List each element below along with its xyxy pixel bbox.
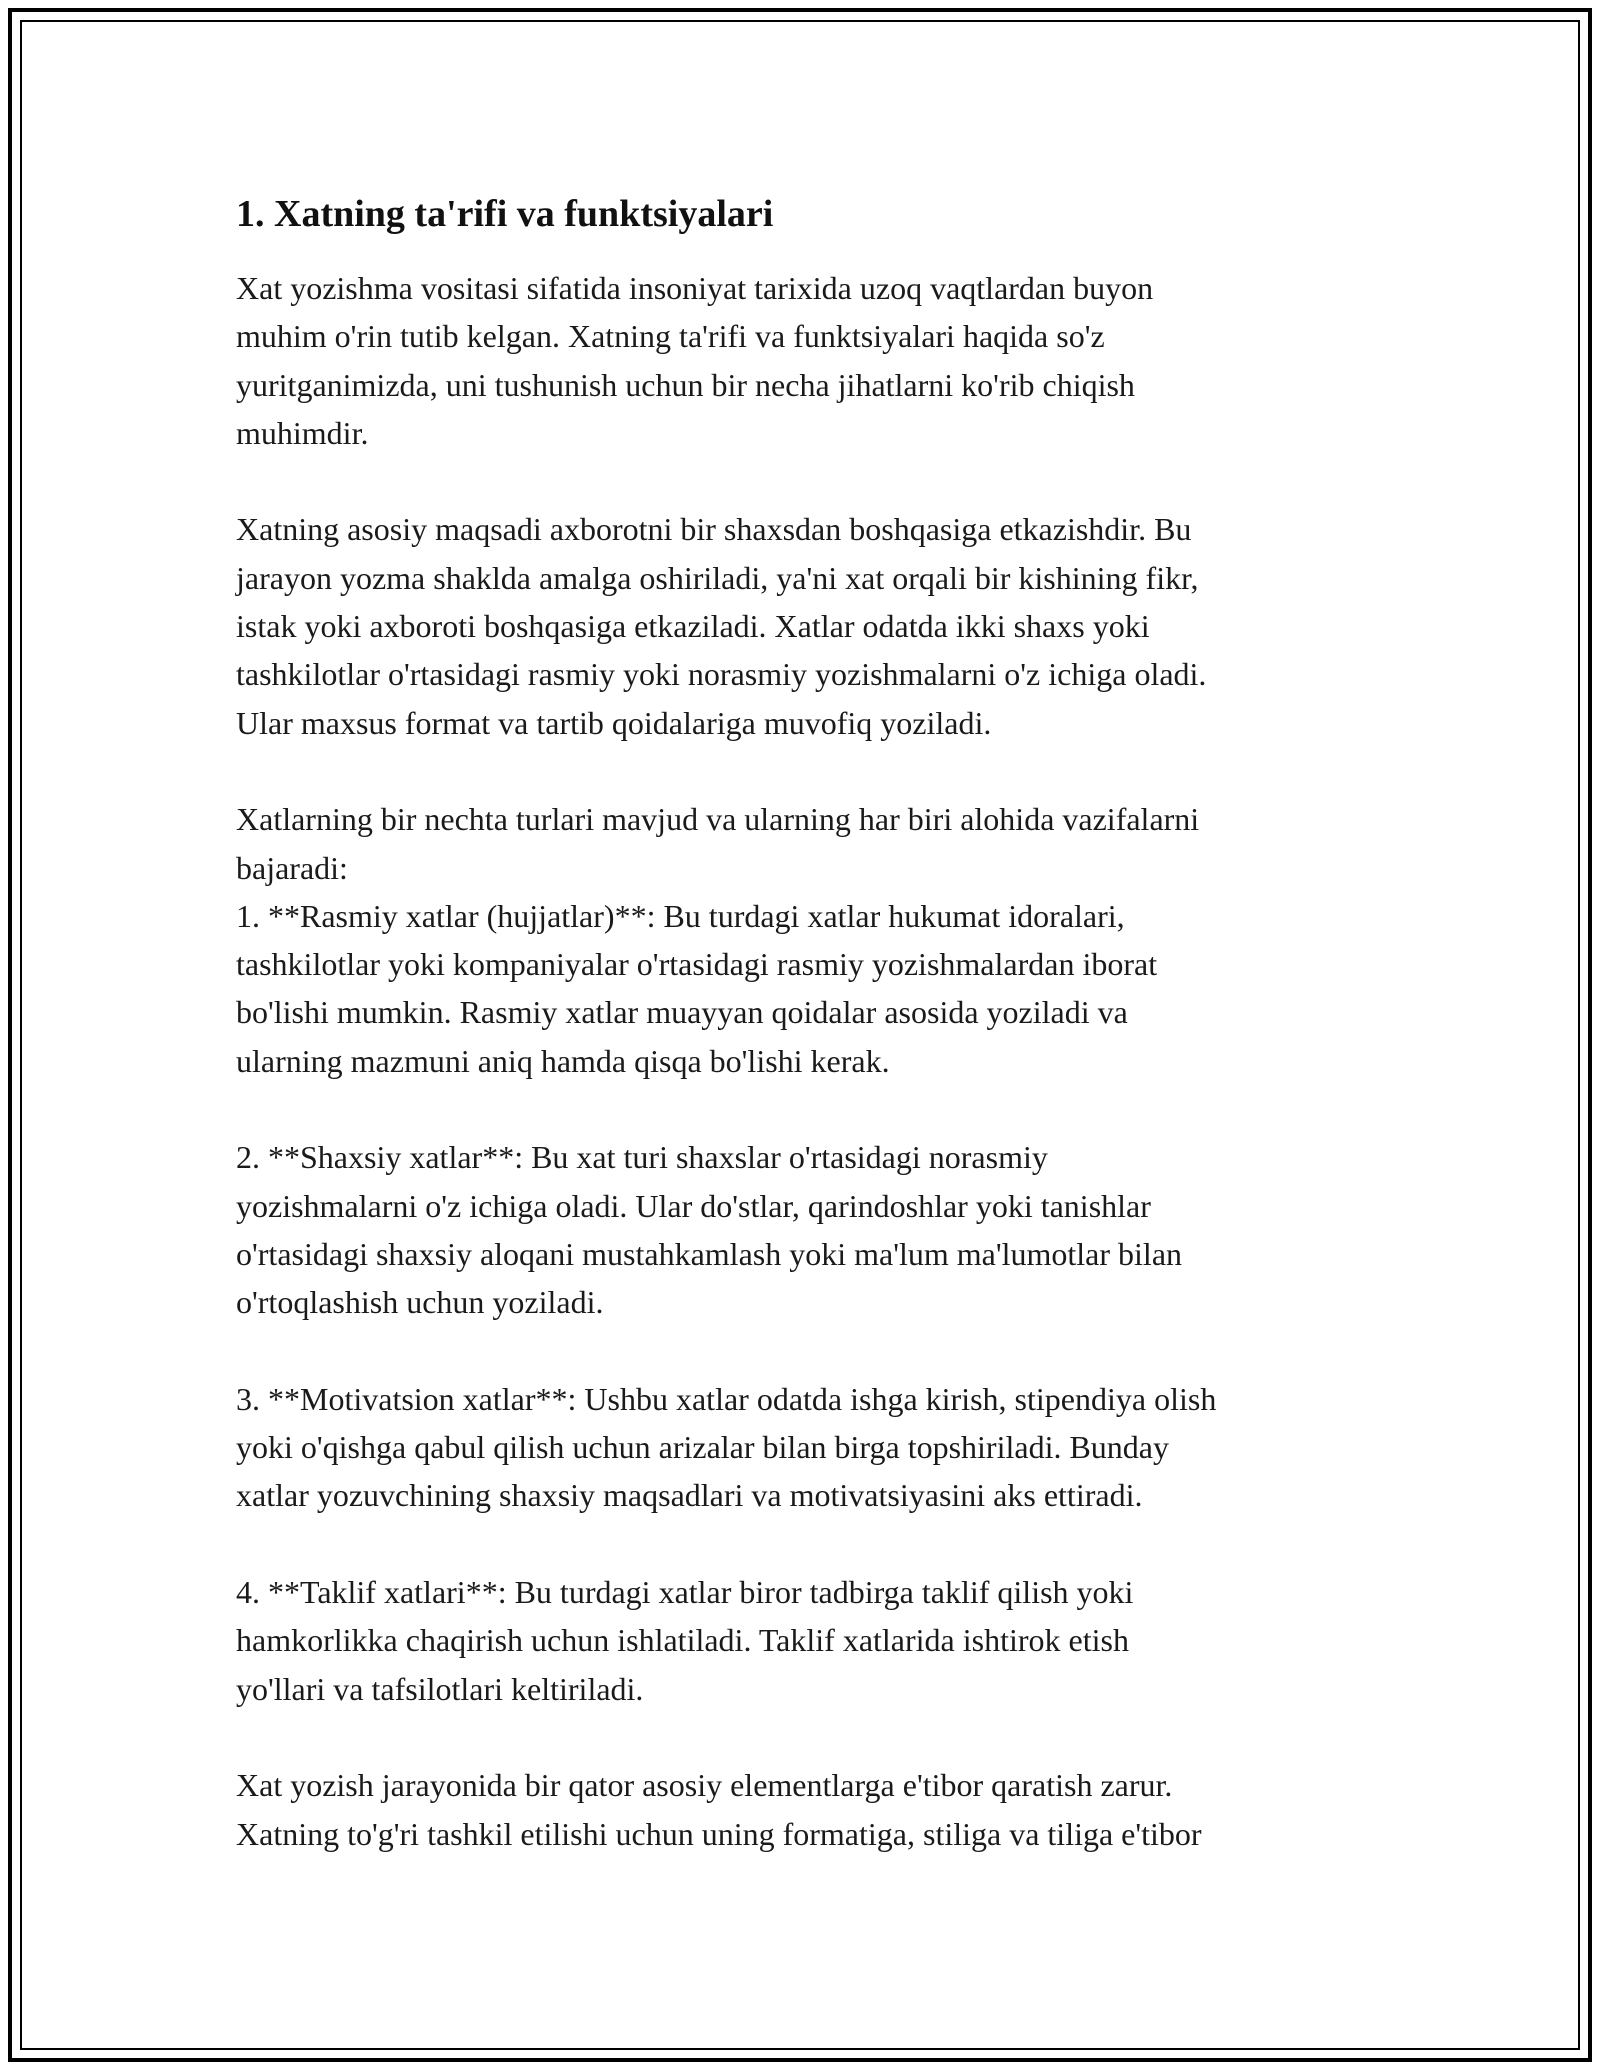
paragraph-line: Xat yozishma vositasi sifatida insoniyat tarixida uzoq vaqtlardan buyon <box>236 270 1154 306</box>
paragraph <box>236 505 1386 746</box>
paragraph-line: 4. **Taklif xatlari**: Bu turdagi xatlar biror tadbirga taklif qilish yoki <box>236 1574 1134 1611</box>
section-heading: 1. Xatning ta'rifi va funktsiyalari <box>236 193 774 235</box>
paragraph-line: Ular maxsus format va tartib qoidalariga muvofiq yoziladi. <box>236 704 992 741</box>
paragraph-line: yoki o'qishga qabul qilish uchun arizalar bilan birga topshiriladi. Bunday <box>236 1429 1169 1466</box>
paragraph-line: tashkilotlar o'rtasidagi rasmiy yoki norasmiy yozishmalarni o'z ichiga oladi. <box>236 656 1207 693</box>
paragraph-line: yuritganimizda, uni tushunish uchun bir necha jihatlarni ko'rib chiqish <box>236 366 1135 403</box>
paragraph-line: istak yoki axboroti boshqasiga etkaziladi. Xatlar odatda ikki shaxs yoki <box>236 608 1150 645</box>
paragraph <box>236 1375 1386 1520</box>
paragraph-line: Xatning to'g'ri tashkil etilishi uchun uning formatiga, stiliga va tiliga e'tibor <box>236 1815 1202 1852</box>
paragraph-line: hamkorlikka chaqirish uchun ishlatiladi. Taklif xatlarida ishtirok etish <box>236 1622 1129 1659</box>
paragraph-spacer <box>236 747 1386 795</box>
paragraph-line: yo'llari va tafsilotlari keltiriladi. <box>236 1670 644 1707</box>
paragraph-line: 3. **Motivatsion xatlar**: Ushbu xatlar odatda ishga kirish, stipendiya olish <box>236 1380 1217 1417</box>
paragraph-spacer <box>236 457 1386 505</box>
paragraph-line: Xatlarning bir nechta turlari mavjud va ularning har biri alohida vazifalarni <box>236 801 1200 838</box>
paragraph-spacer <box>236 1520 1386 1568</box>
paragraph-line: yozishmalarni o'z ichiga oladi. Ular do'stlar, qarindoshlar yoki tanishlar <box>236 1187 1151 1224</box>
paragraph-line: Xatning asosiy maqsadi axborotni bir shaxsdan boshqasiga etkazishdir. Bu <box>236 511 1192 548</box>
paragraph-line: 2. **Shaxsiy xatlar**: Bu xat turi shaxslar o'rtasidagi norasmiy <box>236 1139 1048 1176</box>
paragraph-line: Xat yozish jarayonida bir qator asosiy elementlarga e'tibor qaratish zarur. <box>236 1767 1173 1804</box>
paragraph-line: bajaradi: <box>236 849 348 886</box>
document-body <box>236 186 1386 1858</box>
paragraph-spacer <box>236 1713 1386 1761</box>
paragraph <box>236 1568 1386 1713</box>
paragraph-line: tashkilotlar yoki kompaniyalar o'rtasidagi rasmiy yozishmalardan iborat <box>236 946 1158 983</box>
paragraph-line: ularning mazmuni aniq hamda qisqa bo'lishi kerak. <box>236 1042 890 1079</box>
paragraph-list <box>236 264 1386 1858</box>
paragraph-line: muhimdir. <box>236 414 369 451</box>
paragraph-line: o'rtasidagi shaxsiy aloqani mustahkamlash yoki ma'lum ma'lumotlar bilan <box>236 1235 1183 1272</box>
paragraph-line: jarayon yozma shaklda amalga oshiriladi, ya'ni xat orqali bir kishining fikr, <box>236 559 1199 596</box>
paragraph <box>236 264 1386 457</box>
paragraph-line: bo'lishi mumkin. Rasmiy xatlar muayyan qoidalar asosida yoziladi va <box>236 994 1128 1031</box>
paragraph-line: 1. **Rasmiy xatlar (hujjatlar)**: Bu turdagi xatlar hukumat idoralari, <box>236 897 1125 934</box>
paragraph-line: xatlar yozuvchining shaxsiy maqsadlari va motivatsiyasini aks ettiradi. <box>236 1477 1143 1514</box>
paragraph-line: o'rtoqlashish uchun yoziladi. <box>236 1284 604 1321</box>
paragraph <box>236 795 1386 1085</box>
paragraph <box>236 1133 1386 1326</box>
paragraph-line: muhim o'rin tutib kelgan. Xatning ta'rifi va funktsiyalari haqida so'z <box>236 318 1105 355</box>
paragraph-spacer <box>236 1327 1386 1375</box>
paragraph-spacer <box>236 1085 1386 1133</box>
paragraph <box>236 1761 1386 1858</box>
